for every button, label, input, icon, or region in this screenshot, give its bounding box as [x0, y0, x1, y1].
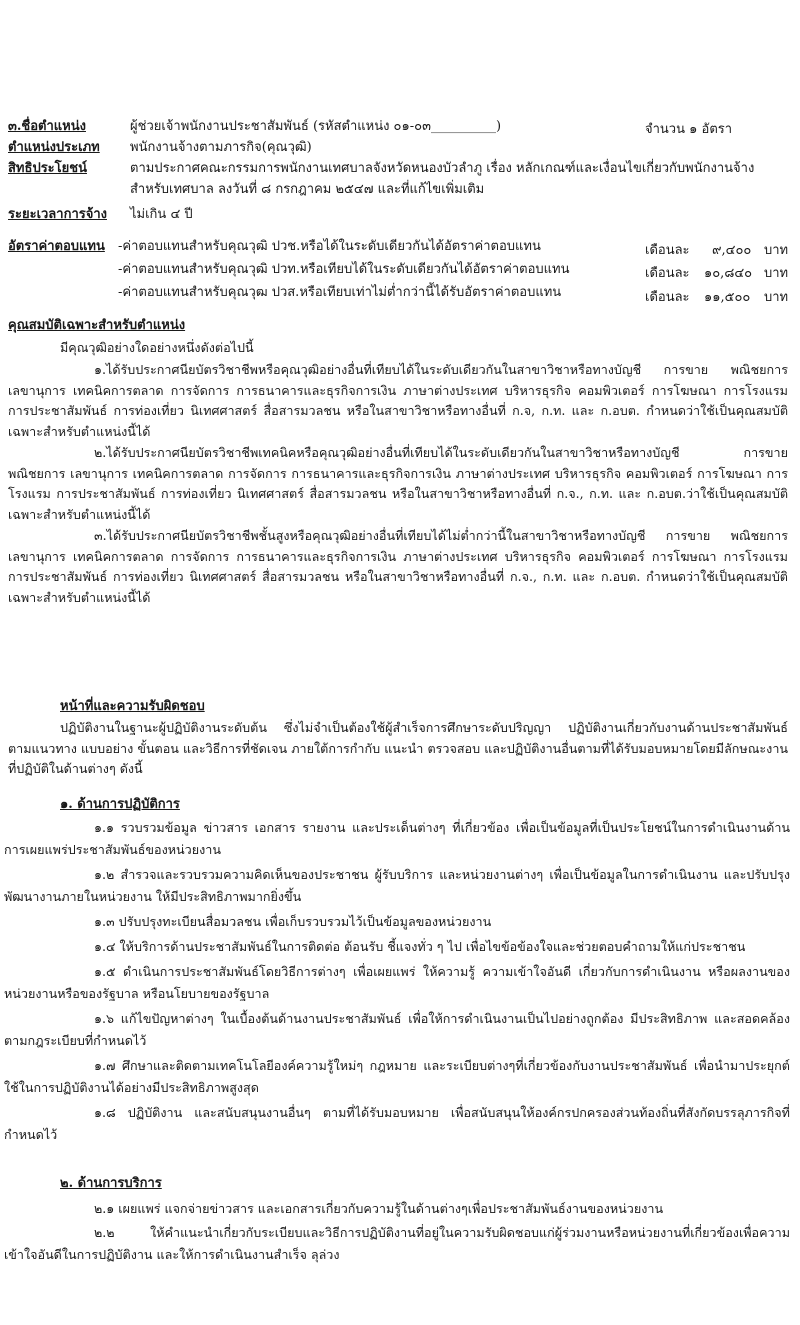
pay-row-unit: บาท: [764, 243, 789, 258]
pay-row-month: เดือนละ: [645, 266, 690, 281]
duties-intro-text: ปฏิบัติงานในฐานะผู้ปฏิบัติงานระดับต้น ซึ่งไม่จำเป็นต้องใช้ผู้สำเร็จการศึกษาระดับปริญญา ปฏิบัติงานเกี่ยวกับงานด้านประชาสัมพันธ์ ตามแนวทาง แบบอย่าง ขั้นตอน และวิธีการที่ชัดเจน ภายใต้การกำกับ แนะนำ ตรวจสอบ และปฏิบัติงานอื่นตามที่ได้รับมอบหมายโดยมีลักษณะงานที่ปฏิบัติในด้านต่างๆ ดังนี้: [8, 720, 788, 776]
qualifications-heading: คุณสมบัติเฉพาะสำหรับตำแหน่ง: [8, 318, 186, 333]
section1-item: ๑.๗ ศึกษาและติดตามเทคโนโลยีองค์ความรู้ใหม่ๆ กฎหมาย และระเบียบต่างๆที่เกี่ยวข้องกับงานประชาสัมพันธ์ เพื่อนำมาประยุกต์ใช้ในการปฏิบัติงานได้อย่างมีประสิทธิภาพสูงสุด: [4, 1058, 790, 1095]
qualification-item: ๓.ได้รับประกาศนียบัตรวิชาชีพชั้นสูงหรือคุณวุฒิอย่างอื่นที่เทียบได้ไม่ต่ำกว่านี้ในสาขาวิชาหรือทางบัญชี การขาย พณิชยการ เลขานุการ เทคนิคการตลาด การจัดการ การธนาคารและธุรกิจการเงิน ภาษาต่างประเทศ บริหารธุรกิจ คอมพิวเตอร์ การโฆษณา การโรงแรม การประชาสัมพันธ์ การท่องเที่ยว นิเทศศาสตร์ สื่อสารมวลชน หรือในสาขาวิชาหรือทางอื่นที่ ก.จ., ก.ท. และ ก.อบต. กำหนดว่าใช้เป็นคุณสมบัติเฉพาะสำหรับตำแหน่งนี้ได้: [8, 528, 788, 605]
qualification-item: ๑.ได้รับประกาศนียบัตรวิชาชีพหรือคุณวุฒิอย่างอื่นที่เทียบได้ในระดับเดียวกันในสาขาวิชาหรือทางบัญชี การขาย พณิชยการ เลขานุการ เทคนิคการตลาด การจัดการ การธนาคารและธุรกิจการเงิน ภาษาต่างประเทศ บริหารธุรกิจ คอมพิวเตอร์ การโฆษณา การโรงแรม การประชาสัมพันธ์ การท่องเที่ยว นิเทศศาสตร์ สื่อสารมวลชน หรือในสาขาวิชาหรือทางอื่นที่ ก.จ, ก.ท. และ ก.อบต. กำหนดว่าใช้เป็นคุณสมบัติเฉพาะสำหรับตำแหน่งนี้ได้: [8, 362, 788, 439]
benefits-label: สิทธิประโยชน์: [8, 161, 87, 176]
qualifications-list: [8, 360, 788, 608]
section2-heading: ๒. ด้านการบริการ: [60, 1176, 162, 1191]
pay-row-desc: -ค่าตอบแทนสำหรับคุณวุฒ ปวส.หรือเทียบเท่าไม่ต่ำกว่านี้ได้รับอัตราค่าตอบแทน: [118, 285, 562, 300]
section1-heading: ๑. ด้านการปฏิบัติการ: [60, 797, 180, 812]
section1-item: ๑.๓ ปรับปรุงทะเบียนสื่อมวลชน เพื่อเก็บรวบรวมไว้เป็นข้อมูลของหน่วยงาน: [94, 914, 492, 929]
qualification-item: ๒.ได้รับประกาศนียบัตรวิชาชีพเทคนิคหรือคุณวุฒิอย่างอื่นที่เทียบได้ในระดับเดียวกันในสาขาวิชาหรือทางบัญชี การขาย พณิชยการ เลขานุการ เทคนิคการตลาด การจัดการ การธนาคารและธุรกิจการเงิน ภาษาต่างประเทศ บริหารธุรกิจ คอมพิวเตอร์ การโฆษณา การโรงแรม การประชาสัมพันธ์ การท่องเที่ยว นิเทศศาสตร์ สื่อสารมวลชน หรือในสาขาวิชาหรือทางอื่นที่ ก.จ., ก.ท. และ ก.อบต.ว่าใช้เป็นคุณสมบัติเฉพาะสำหรับตำแหน่งนี้ได้: [8, 445, 788, 522]
position-label: ๓.ชื่อตำแหน่ง: [8, 119, 86, 134]
position-count: จำนวน ๑ อัตรา: [645, 122, 733, 137]
pay-row-amount: ๑๐,๘๔๐: [704, 266, 753, 281]
section1-list: [4, 817, 790, 1146]
section2-item: ๒.๒ ให้คำแนะนำเกี่ยวกับระเบียบและวิธีการปฏิบัติงานที่อยู่ในความรับผิดชอบแก่ผู้ร่วมงานหรือหน่วยงานที่เกี่ยวข้องเพื่อความเข้าใจอันดีในการปฏิบัติงาน และให้การดำเนินงานสำเร็จ ลุล่วง: [4, 1225, 790, 1262]
period-value: ไม่เกิน ๔ ปี: [130, 207, 193, 222]
qualifications-intro: [60, 338, 780, 359]
type-value: พนักงานจ้างตามภารกิจ(คุณวุฒิ): [130, 140, 312, 155]
section1-item: ๑.๒ สำรวจและรวบรวมความคิดเห็นของประชาชน ผู้รับบริการ และหน่วยงานต่างๆ เพื่อเป็นข้อมูลในการดำเนินงาน และปรับปรุงพัฒนางานภายในหน่วยงาน ให้มีประสิทธิภาพมากยิ่งขึ้น: [4, 867, 790, 904]
benefits-line1: ตามประกาศคณะกรรมการพนักงานเทศบาลจังหวัดหนองบัวลำภู เรื่อง หลักเกณฑ์และเงื่อนไขเกี่ยวกับพนักงานจ้าง: [130, 161, 755, 176]
pay-label: อัตราค่าตอบแทน: [8, 239, 105, 254]
pay-row-month: เดือนละ: [645, 290, 690, 305]
period-label: ระยะเวลาการจ้าง: [8, 207, 107, 222]
section2-list: [4, 1198, 790, 1266]
duties-intro: [8, 718, 788, 780]
pay-row-unit: บาท: [764, 290, 789, 305]
duties-heading: หน้าที่และความรับผิดชอบ: [60, 699, 205, 714]
pay-row-month: เดือนละ: [645, 243, 690, 258]
pay-row-unit: บาท: [764, 266, 789, 281]
pay-row-desc: -ค่าตอบแทนสำหรับคุณวุฒิ ปวท.หรือเทียบได้ในระดับเดียวกันได้อัตราค่าตอบแทน: [118, 262, 570, 277]
qualifications-intro-text: มีคุณวุฒิอย่างใดอย่างหนึ่งดังต่อไปนี้: [60, 340, 254, 355]
position-value: ผู้ช่วยเจ้าพนักงานประชาสัมพันธ์ (รหัสตำแหน่ง ๐๑-๐๓__________): [130, 119, 502, 134]
pay-row-amount: ๙,๔๐๐: [712, 243, 752, 258]
section1-item: ๑.๔ ให้บริการด้านประชาสัมพันธ์ในการติดต่อ ต้อนรับ ชี้แจงทั่ว ๆ ไป เพื่อไขข้อข้องใจและช่วยตอบคำถามให้แก่ประชาชน: [94, 939, 746, 954]
section1-item: ๑.๘ ปฏิบัติงาน และสนับสนุนงานอื่นๆ ตามที่ได้รับมอบหมาย เพื่อสนับสนุนให้องค์กรปกครองส่วนท้องถิ่นที่สังกัดบรรลุภารกิจที่กำหนดไว้: [4, 1105, 790, 1142]
section1-item: ๑.๕ ดำเนินการประชาสัมพันธ์โดยวิธีการต่างๆ เพื่อเผยแพร่ ให้ความรู้ ความเข้าใจอันดี เกี่ยวกับการดำเนินงาน หรือผลงานของหน่วยงานหรือของรัฐบาล หรือนโยบายของรัฐบาล: [4, 964, 790, 1001]
section1-item: ๑.๖ แก้ไขปัญหาต่างๆ ในเบื้องต้นด้านงานประชาสัมพันธ์ เพื่อให้การดำเนินงานเป็นไปอย่างถูกต้อง มีประสิทธิภาพ และสอดคล้องตามกฎระเบียบที่กำหนดไว้: [4, 1011, 790, 1048]
pay-row-desc: -ค่าตอบแทนสำหรับคุณวุฒิ ปวช.หรือได้ในระดับเดียวกันได้อัตราค่าตอบแทน: [118, 239, 541, 254]
pay-row-amount: ๑๑,๕๐๐: [704, 290, 751, 305]
benefits-line2: สำหรับเทศบาล ลงวันที่ ๘ กรกฎาคม ๒๕๔๗ และที่แก้ไขเพิ่มเติม: [130, 182, 485, 197]
type-label: ตำแหน่งประเภท: [8, 140, 100, 155]
section1-item: ๑.๑ รวบรวมข้อมูล ข่าวสาร เอกสาร รายงาน และประเด็นต่างๆ ที่เกี่ยวข้อง เพื่อเป็นข้อมูลที่เป็นประโยชน์ในการดำเนินงานด้านการเผยแพร่ประชาสัมพันธ์ของหน่วยงาน: [4, 820, 790, 857]
section2-item: ๒.๑ เผยแพร่ แจกจ่ายข่าวสาร และเอกสารเกี่ยวกับความรู้ในด้านต่างๆเพื่อประชาสัมพันธ์งานของหน่วยงาน: [94, 1201, 664, 1216]
